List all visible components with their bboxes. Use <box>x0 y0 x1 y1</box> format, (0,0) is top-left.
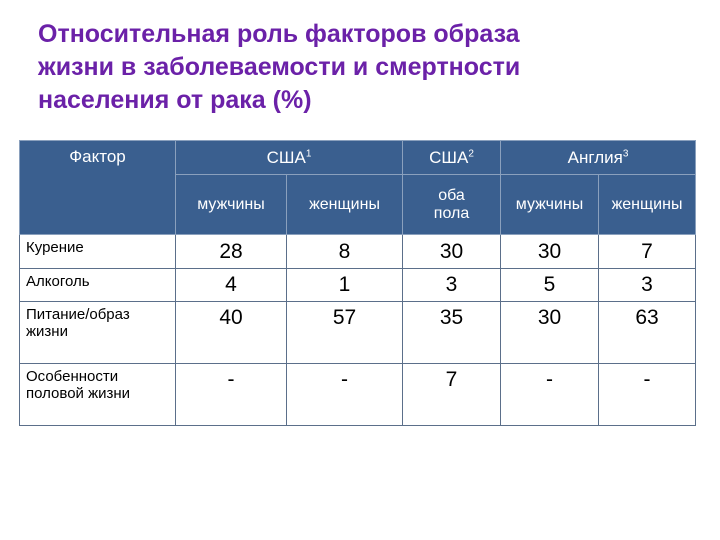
table-cell: 30 <box>501 235 599 269</box>
table-cell: 35 <box>403 302 501 364</box>
table-row-alcohol <box>20 269 696 302</box>
slide-title <box>38 18 638 117</box>
table-cell: 8 <box>287 235 403 269</box>
table-cell: 3 <box>403 269 501 302</box>
table-cell: 57 <box>287 302 403 364</box>
table-cell: - <box>176 364 287 426</box>
title-line: Относительная роль факторов образа <box>38 20 520 48</box>
row-label: Особенности половой жизни <box>20 364 176 426</box>
table-cell: 3 <box>599 269 696 302</box>
row-label: Алкоголь <box>20 269 176 302</box>
header-row-groups <box>20 141 696 175</box>
table-cell: 30 <box>501 302 599 364</box>
table-row-smoking <box>20 235 696 269</box>
table-cell: 5 <box>501 269 599 302</box>
usa1-women-header: женщины <box>287 175 403 235</box>
england-header: Англия$^3$ <box>501 141 696 175</box>
title-line: населения от рака (%) <box>38 86 312 114</box>
usa2-header: США$^2$ <box>403 141 501 175</box>
table-cell: 40 <box>176 302 287 364</box>
usa1-men-header: мужчины <box>176 175 287 235</box>
table-row-sexual-life <box>20 364 696 426</box>
table-cell: - <box>501 364 599 426</box>
table-row-nutrition <box>20 302 696 364</box>
factors-table <box>19 140 696 426</box>
table-cell: - <box>287 364 403 426</box>
table-cell: 7 <box>403 364 501 426</box>
table-cell: 30 <box>403 235 501 269</box>
table-cell: - <box>599 364 696 426</box>
table-cell: 28 <box>176 235 287 269</box>
usa1-header: США$^1$ <box>176 141 403 175</box>
row-label: Курение <box>20 235 176 269</box>
england-women-header: женщины <box>599 175 696 235</box>
title-line: жизни в заболеваемости и смертности <box>38 53 521 81</box>
table-cell: 7 <box>599 235 696 269</box>
england-men-header: мужчины <box>501 175 599 235</box>
table-cell: 4 <box>176 269 287 302</box>
table-cell: 63 <box>599 302 696 364</box>
table-cell: 1 <box>287 269 403 302</box>
usa2-both-header: оба пола <box>403 175 501 235</box>
factor-header: Фактор <box>20 141 176 235</box>
row-label: Питание/образ жизни <box>20 302 176 364</box>
